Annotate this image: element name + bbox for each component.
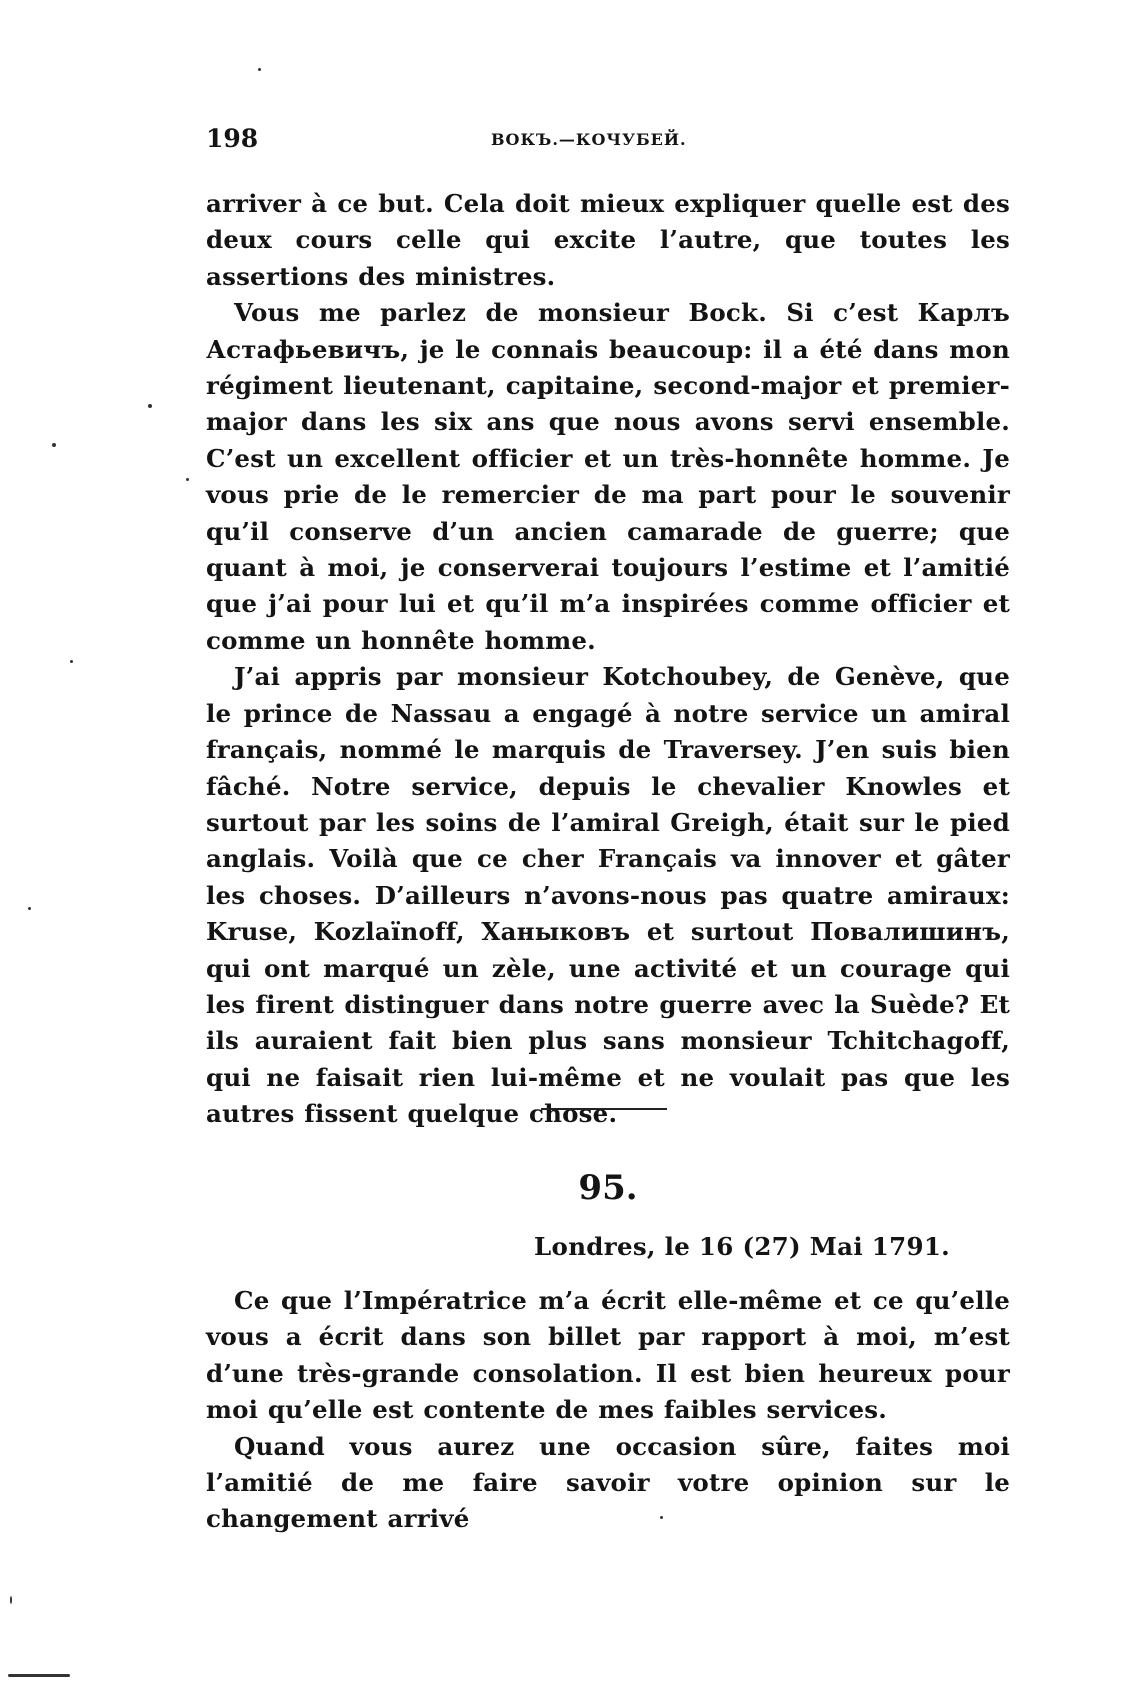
scan-speck <box>148 404 152 408</box>
scan-speck <box>70 660 73 663</box>
paragraph: Quand vous aurez une occasion sûre, faites moi l’amitié de me faire savoir votre opinion sur le changement arrivé <box>206 1431 1010 1534</box>
letter-number: 95. <box>578 1168 638 1208</box>
paragraph: Ce que l’Impératrice m’a écrit elle-même et ce qu’elle vous a écrit dans son billet par rapport à moi, m’est d’une très-grande consolation. Il est bien heureux pour moi qu’elle est contente de mes faibles services. <box>206 1286 1010 1425</box>
scan-speck <box>186 478 189 481</box>
scan-speck <box>10 1596 12 1604</box>
letter-dateline: Londres, le 16 (27) Mai 1791. <box>534 1232 950 1261</box>
paragraph: arriver à ce but. Cela doit mieux expliquer quelle est des deux cours celle qui excite l’autre, que toutes les assertions des ministres. <box>206 189 1010 291</box>
scan-edge-mark <box>8 1674 70 1677</box>
paragraph: J’ai appris par monsieur Kotchoubey, de Genève, que le prince de Nassau a engagé à notre service un amiral français, nommé le marquis de Traversey. J’en suis bien fâché. Notre service, depuis le chevalier Knowles et surtout par les soins de l’amiral Greigh, était sur le pied anglais. Voilà que ce cher Français va innover et gâter les choses. D’ailleurs n’avons-nous pas quatre amiraux: Kruse, Kozlaïnoff, Ханыковъ et surtout Повалишинъ, qui ont marqué un zèle, une activité et un courage qui les firent distinguer dans notre guerre avec la Suède? Et ils auraient fait bien plus sans monsieur Tchitchagoff, qui ne faisait rien lui-même et ne voulait pas que les autres fissent quelque chose. <box>206 662 1010 1129</box>
scan-speck <box>52 443 56 447</box>
section-divider <box>541 1108 667 1110</box>
letter-text <box>206 1283 1010 1538</box>
continued-letter-text <box>206 186 1010 1133</box>
page-header <box>206 124 1010 158</box>
scan-speck <box>258 68 261 71</box>
running-head: ВОКЪ.—КОЧУБЕЙ. <box>491 130 687 149</box>
page-number: 198 <box>206 124 259 153</box>
paragraph: Vous me parlez de monsieur Bock. Si c’est Карлъ Астафьевичъ, je le connais beaucoup: il a été dans mon régiment lieutenant, capitaine, second-major et premier-major dans les six ans que nous avons servi ensemble. C’est un excellent officier et un très-honnête homme. Je vous prie de le remercier de ma part pour le souvenir qu’il conserve d’un ancien camarade de guerre; que quant à moi, je conserverai toujours l’estime et l’amitié que j’ai pour lui et qu’il m’a inspirées comme officier et comme un honnête homme. <box>206 298 1010 655</box>
scan-speck <box>28 907 31 910</box>
scan-speck <box>660 1516 663 1519</box>
